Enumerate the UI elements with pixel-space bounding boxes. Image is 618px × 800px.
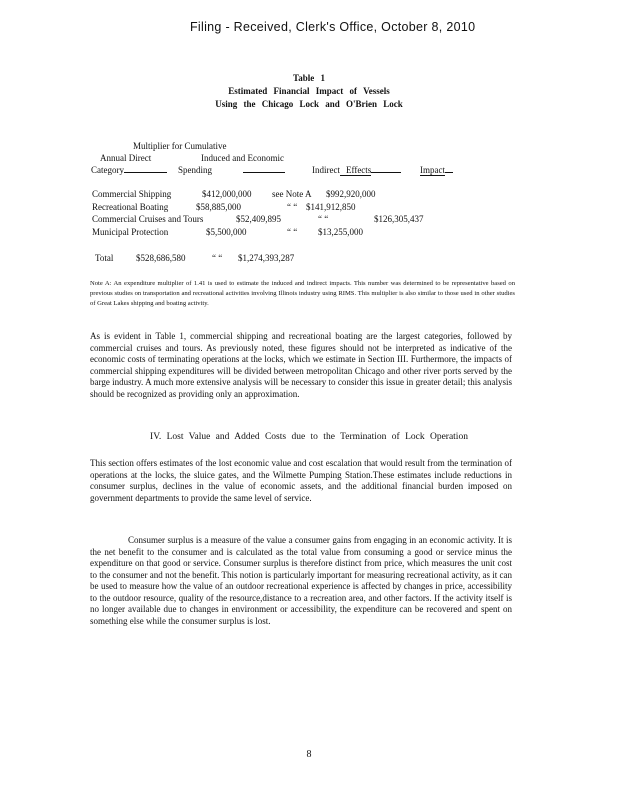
row-impact: $992,920,000 [326,189,376,199]
col-header-category: Category [91,164,167,176]
table-subtitle-1: Estimated Financial Impact of Vessels [228,86,390,96]
row-spending: $412,000,000 [202,189,252,199]
row-category: Recreational Boating [92,202,169,212]
total-spending: $528,686,580 [136,253,186,263]
paragraph-2: This section offers estimates of the lost economic value and cost escalation that would result from the termination of operations at the locks, the sluice gates, and the Wilmette Pumping Station.These estimates include reductions in consumer surplus, declines in the value of economic assets, and the additional financial burden imposed on government departments to provide the same level of service. [90,458,512,503]
col-header-indirect-effects: Indirect Effects [312,164,401,176]
paragraph-3: Consumer surplus is a measure of the value a consumer gains from engaging in an economic activity. It is the net benefit to the consumer and is calculated as the total value from consuming a good or service minus the expenditure on that good or service. Consumer surplus is therefore distinct from price, which measures the unit cost to the consumer and not the benefit. This notion is particularly important for measuring recreational activity, as it can be used to measure how the value of an outdoor recreational experience is affected by changes in price, accessibility to the outdoor resource, quality of the resource,distance to a recreation area, and other factors. If the activity itself is no longer available due to changes in environment or accessibility, the expenditure can be recovered and spent on something else while the consumer surplus is lost. [90,535,512,626]
col-header-annual-direct: Annual Direct [100,153,152,163]
col-header-effects: Effects [340,165,371,176]
row-multiplier: “ “ [287,227,298,237]
row-impact: $141,912,850 [306,202,356,212]
section-heading: IV. Lost Value and Added Costs due to the Termination of Lock Operation [150,432,468,442]
col-header-impact: Impact [420,164,453,176]
row-impact: $13,255,000 [318,227,363,237]
table-subtitle-2: Using the Chicago Lock and O'Brien Lock [215,99,403,109]
row-multiplier: “ “ [287,202,298,212]
row-category: Municipal Protection [92,227,169,237]
col-header-spending: Spending [178,165,213,175]
total-impact: $1,274,393,287 [238,253,295,263]
row-spending: $52,409,895 [236,214,281,224]
total-multiplier: “ “ [212,253,223,263]
row-category: Commercial Shipping [92,189,172,199]
table-title: Table 1 [293,73,325,83]
paragraph-1: As is evident in Table 1, commercial shipping and recreational boating are the largest categories, followed by commercial cruises and tours. As previously noted, these figures should not be interpreted as indicative of the economic costs of terminating operations at the locks, which we estimate in Section III. Furthermore, the impacts of commercial shipping expenditures will be divided between metropolitan Chicago and other river ports served by the barge industry. A much more extensive analysis will be necessary to consider this issue in greater detail; this analysis should be recognized as providing only an approximation. [90,331,512,399]
row-spending: $5,500,000 [206,227,247,237]
row-impact: $126,305,437 [374,214,424,224]
filing-header: Filing - Received, Clerk's Office, October 8, 2010 [190,20,476,34]
row-multiplier: “ “ [318,214,329,224]
row-spending: $58,885,000 [196,202,241,212]
table-note: Note A: An expenditure multiplier of 1.41 is used to estimate the induced and indirect impacts. This number was determined to be representative based on previous studies on transportation and recreational activities involving Illinois industry using RIMS. This multiplier is also similar to those used in other studies of Great Lakes shipping and boating activity. [90,280,515,307]
row-category: Commercial Cruises and Tours [92,214,204,224]
col-header-spacer-line [243,164,285,176]
row-multiplier: see Note A [272,189,312,199]
col-header-induced: Induced and Economic [201,153,284,163]
total-label: Total [95,253,114,263]
page-number: 8 [306,749,312,760]
col-header-multiplier: Multiplier for Cumulative [133,141,227,151]
